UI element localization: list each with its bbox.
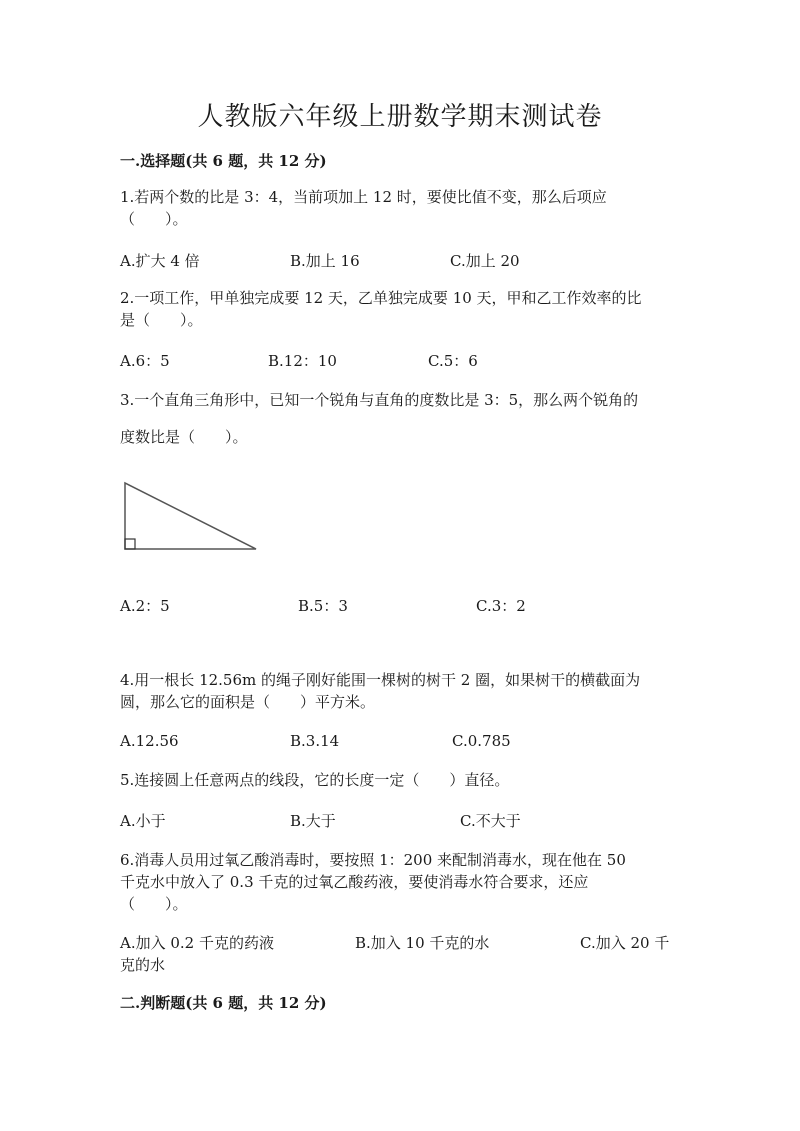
- question-3-option-b: B.5：3: [298, 597, 348, 615]
- question-3-line-1: 3.一个直角三角形中，已知一个锐角与直角的度数比是 3：5，那么两个锐角的: [120, 391, 639, 409]
- question-5-line-1: 5.连接圆上任意两点的线段，它的长度一定（ ）直径。: [120, 771, 510, 789]
- triangle-outline: [125, 483, 256, 549]
- question-5-option-a: A.小于: [120, 812, 166, 830]
- question-6-line-1: 6.消毒人员用过氧乙酸消毒时，要按照 1：200 来配制消毒水，现在他在 50: [120, 851, 626, 869]
- question-5-option-c: C.不大于: [460, 812, 521, 830]
- question-4-option-c: C.0.785: [452, 732, 511, 750]
- page-title: 人教版六年级上册数学期末测试卷: [197, 102, 603, 132]
- question-4-option-a: A.12.56: [120, 732, 179, 750]
- section-2-heading: 二.判断题(共 6 题，共 12 分): [120, 994, 327, 1012]
- question-6-option-c: C.加入 20 千: [580, 934, 670, 952]
- question-4-line-2: 圆，那么它的面积是（ ）平方米。: [120, 693, 376, 711]
- question-2-option-c: C.5：6: [428, 352, 478, 370]
- question-2-line-2: 是（ ）。: [120, 311, 203, 329]
- question-3-option-a: A.2：5: [120, 597, 170, 615]
- question-6-line-2: 千克水中放入了 0.3 千克的过氧乙酸药液，要使消毒水符合要求，还应: [120, 873, 589, 891]
- question-1-option-b: B.加上 16: [290, 252, 360, 270]
- question-6-option-c-wrap: 克的水: [120, 956, 166, 974]
- question-2-option-b: B.12：10: [268, 352, 337, 370]
- question-6-option-a: A.加入 0.2 千克的药液: [120, 934, 274, 952]
- question-4-line-1: 4.用一根长 12.56m 的绳子刚好能围一棵树的树干 2 圈，如果树干的横截面为: [120, 671, 641, 689]
- question-3-option-c: C.3：2: [476, 597, 526, 615]
- question-4-option-b: B.3.14: [290, 732, 340, 750]
- question-2-line-1: 2.一项工作，甲单独完成要 12 天，乙单独完成要 10 天，甲和乙工作效率的比: [120, 289, 642, 307]
- question-2-option-a: A.6：5: [120, 352, 170, 370]
- question-1-option-c: C.加上 20: [450, 252, 520, 270]
- question-1-line-1: 1.若两个数的比是 3：4，当前项加上 12 时，要使比值不变，那么后项应: [120, 188, 607, 206]
- question-5-option-b: B.大于: [290, 812, 336, 830]
- question-6-line-3: （ ）。: [120, 895, 188, 913]
- right-angle-marker: [125, 539, 135, 549]
- question-6-option-b: B.加入 10 千克的水: [355, 934, 490, 952]
- section-1-heading: 一.选择题(共 6 题，共 12 分): [120, 152, 327, 170]
- question-1-line-2: （ ）。: [120, 210, 188, 228]
- question-3-line-2: 度数比是（ ）。: [120, 428, 248, 446]
- question-1-option-a: A.扩大 4 倍: [120, 252, 200, 270]
- right-triangle-figure: [118, 478, 263, 554]
